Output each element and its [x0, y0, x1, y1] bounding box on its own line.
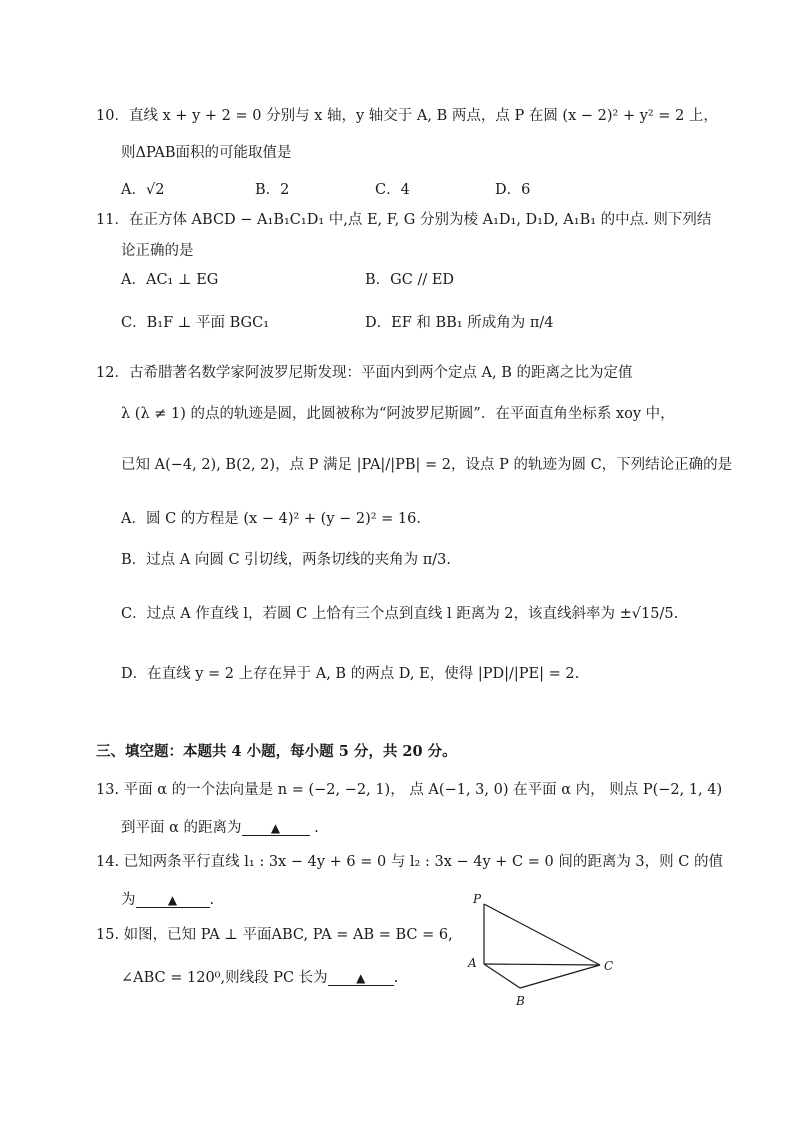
- q10-option-d: D．6: [495, 182, 531, 198]
- label-p: P: [473, 892, 482, 906]
- q13-tail: .: [309, 820, 319, 836]
- q15-answer-blank[interactable]: ▲: [328, 971, 394, 986]
- q10-stem-line2: 则ΔPAB面积的可能取值是: [121, 145, 292, 161]
- pyramid-figure: [462, 888, 632, 1013]
- q12-option-d: D．在直线 y = 2 上存在异于 A, B 的两点 D, E，使得 |PD|/|PE| = 2.: [121, 666, 580, 682]
- q10-option-c: C．4: [375, 182, 410, 198]
- q15-prompt: ∠ABC = 120⁰,则线段 PC 长为: [121, 970, 328, 986]
- label-b: B: [516, 994, 525, 1008]
- q15-stem-line1: 15. 如图，已知 PA ⊥ 平面ABC, PA = AB = BC = 6,: [96, 927, 453, 943]
- q12-option-c: C．过点 A 作直线 l，若圆 C 上恰有三个点到直线 l 距离为 2，该直线斜率为 ±√15/5.: [121, 606, 679, 622]
- q14-stem-line1: 14. 已知两条平行直线 l₁ : 3x − 4y + 6 = 0 与 l₂ : 3x − 4y + C = 0 间的距离为 3，则 C 的值: [96, 854, 723, 870]
- q10-option-a: A．√2: [121, 182, 165, 198]
- q13-answer-blank[interactable]: ▲: [242, 821, 310, 836]
- q12-option-a: A．圆 C 的方程是 (x − 4)² + (y − 2)² = 16.: [121, 511, 421, 527]
- q11-stem-line2: 论正确的是: [121, 243, 194, 259]
- q15-tail: .: [393, 970, 399, 986]
- label-a: A: [468, 956, 477, 970]
- segment-ac: [484, 964, 600, 965]
- q13-prompt: 到平面 α 的距离为: [121, 820, 242, 836]
- q10-stem-line1: 10．直线 x + y + 2 = 0 分别与 x 轴，y 轴交于 A, B 两点，点 P 在圆 (x − 2)² + y² = 2 上，: [96, 108, 718, 124]
- q12-stem-line1: 12．古希腊著名数学家阿波罗尼斯发现：平面内到两个定点 A, B 的距离之比为定值: [96, 365, 633, 381]
- q11-option-b: B．GC // ED: [365, 272, 455, 288]
- q15-stem-line2: [121, 968, 398, 988]
- section-fill-in-heading: 三、填空题：本题共 4 小题，每小题 5 分，共 20 分。: [96, 743, 457, 760]
- segment-pc: [484, 904, 600, 965]
- q11-option-c: C．B₁F ⊥ 平面 BGC₁: [121, 315, 270, 331]
- q10-option-b: B．2: [255, 182, 290, 198]
- label-c: C: [604, 959, 614, 973]
- q14-tail: .: [209, 892, 215, 908]
- segment-bc: [520, 965, 600, 988]
- q12-option-b: B．过点 A 向圆 C 引切线，两条切线的夹角为 π/3.: [121, 552, 452, 568]
- q11-option-d: D．EF 和 BB₁ 所成角为 π/4: [365, 315, 554, 331]
- q14-answer-blank[interactable]: ▲: [136, 893, 210, 908]
- q14-stem-line2: [121, 890, 214, 910]
- q12-stem-line3: 已知 A(−4, 2), B(2, 2)，点 P 满足 |PA|/|PB| = 2，设点 P 的轨迹为圆 C，下列结论正确的是: [121, 457, 733, 473]
- q13-stem-line1: 13. 平面 α 的一个法向量是 n = (−2, −2, 1)， 点 A(−1, 3, 0) 在平面 α 内， 则点 P(−2, 1, 4): [96, 782, 723, 798]
- q11-option-a: A．AC₁ ⊥ EG: [121, 272, 219, 288]
- q13-stem-line2: [121, 818, 319, 838]
- q11-stem-line1: 11．在正方体 ABCD − A₁B₁C₁D₁ 中,点 E, F, G 分别为棱 A₁D₁, D₁D, A₁B₁ 的中点. 则下列结: [96, 212, 712, 228]
- q12-stem-line2: λ (λ ≠ 1) 的点的轨迹是圆，此圆被称为“阿波罗尼斯圆”．在平面直角坐标系 xoy 中，: [121, 406, 675, 422]
- segment-ab: [484, 964, 520, 988]
- q14-prompt: 为: [121, 892, 136, 908]
